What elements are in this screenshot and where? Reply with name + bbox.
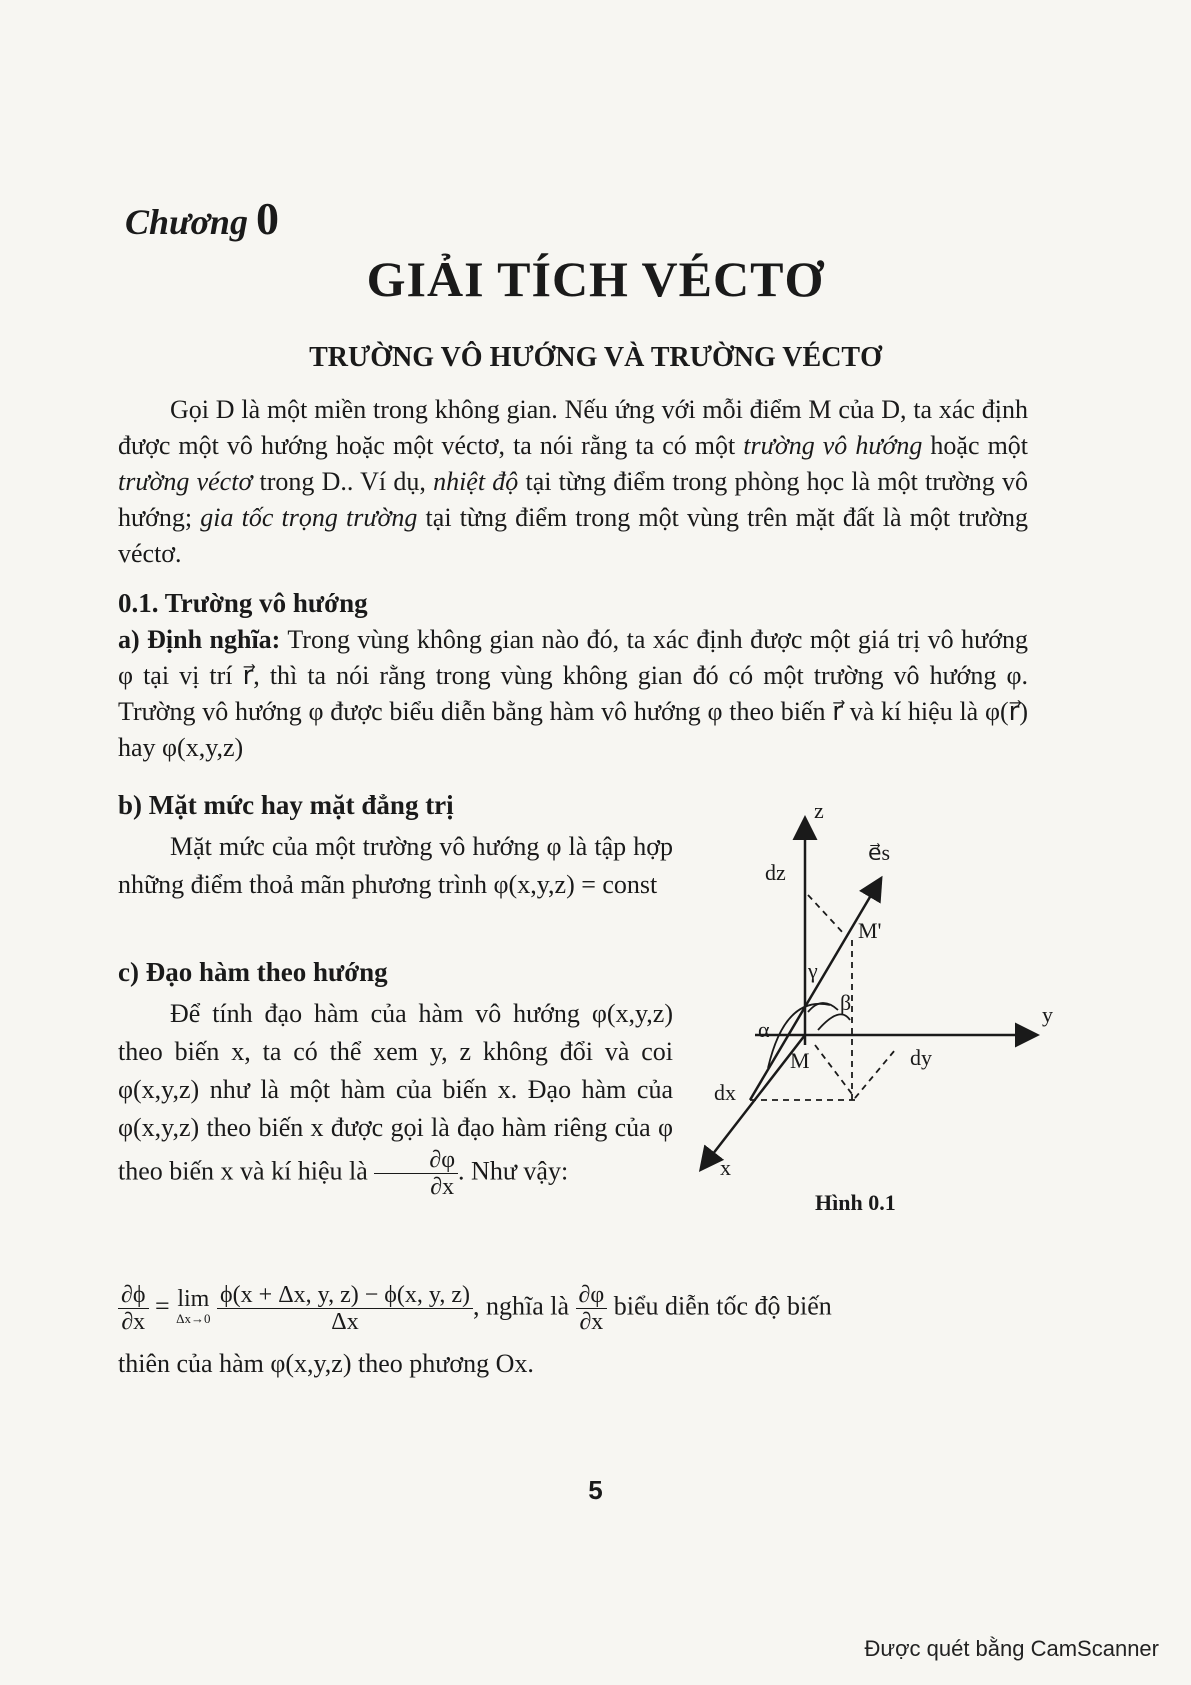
definition-text: và kí hiệu là φ( — [842, 697, 1009, 726]
frac-numerator: ∂φ — [374, 1147, 458, 1174]
section-b-heading: b) Mặt mức hay mặt đẳng trị — [118, 790, 454, 820]
alpha-label: α — [758, 1017, 770, 1042]
formula-text: thiên của hàm φ(x,y,z) theo phương Ox. — [118, 1349, 534, 1378]
section-c-paragraph — [118, 995, 673, 1200]
equals-sign: = — [155, 1291, 170, 1321]
dx-label: dx — [714, 1080, 736, 1105]
chapter-number: 0 — [255, 193, 279, 244]
formula-text: biểu diễn tốc độ biến — [607, 1291, 832, 1321]
frac-denominator: ∂x — [579, 1309, 604, 1335]
intro-text: hoặc một — [922, 431, 1029, 460]
frac-denominator: ∂x — [121, 1309, 146, 1335]
definition-text: ) hay φ(x,y,z) — [118, 697, 1028, 762]
partial-fraction — [374, 1147, 458, 1200]
section-title: TRƯỜNG VÔ HƯỚNG VÀ TRƯỜNG VÉCTƠ — [309, 342, 882, 373]
frac-numerator: ϕ(x + Δx, y, z) − ϕ(x, y, z) — [217, 1282, 473, 1309]
section-b-paragraph — [118, 828, 673, 904]
lim-subscript: Δx→0 — [176, 1310, 211, 1326]
es-vector — [750, 880, 880, 1100]
point-m-prime-label: M' — [858, 918, 882, 943]
definition-text: Trong vùng không gian nào đó, ta xác định được một giá trị vô hướng φ tại vị trí — [118, 625, 1028, 690]
intro-paragraph — [118, 392, 1028, 572]
y-label: y — [1042, 1002, 1053, 1027]
intro-text: tại từng điểm trong một vùng trên mặt đất là một trường véctơ. — [118, 503, 1028, 568]
limit-operator — [176, 1285, 211, 1329]
section-0-1-heading: 0.1. Trường vô hướng — [118, 588, 368, 618]
partial-fraction — [576, 1282, 608, 1335]
m-dash — [815, 1045, 855, 1098]
dy-label: dy — [910, 1045, 932, 1070]
definition-text: , thì ta nói rằng trong vùng không gian đó có một trường vô hướng φ. Trường vô hướng φ được biểu diễn bằng hàm vô hướng φ theo biến — [118, 661, 1028, 726]
frac-numerator: ∂φ — [576, 1282, 608, 1309]
rhs-fraction — [217, 1282, 473, 1335]
intro-text: Gọi D là một miền trong không gian. Nếu ứng với mỗi điểm M của D, ta xác định được một vô hướng hoặc một véctơ, ta nói rằng ta có một — [118, 395, 1028, 460]
intro-text: tại từng điểm trong phòng học là một trường vô hướng; — [118, 467, 1028, 532]
lim-text: lim — [177, 1285, 210, 1312]
definition-paragraph — [118, 622, 1028, 766]
formula-text: , nghĩa là — [472, 1291, 570, 1321]
dz-label: dz — [765, 860, 786, 885]
intro-italic: nhiệt độ — [433, 467, 519, 496]
figure-0-1 — [690, 800, 1060, 1230]
frac-denominator: Δx — [331, 1309, 359, 1335]
es-label: e⃗s — [868, 840, 891, 865]
section-c-text: Để tính đạo hàm của hàm vô hướng φ(x,y,z) theo biến x, ta có thể xem y, z không đổi và coi φ(x,y,z) như là một hàm của biến x. Đạo hàm của φ(x,y,z) theo biến x được gọi là đạo hàm riêng của φ theo biến x và kí hiệu là — [118, 999, 673, 1186]
section-c-after: . Như vậy: — [458, 1156, 569, 1186]
r-vector-symbol: r⃗ — [832, 697, 843, 726]
point-m-label: M — [790, 1048, 810, 1073]
r-vector-symbol: r⃗ — [242, 661, 254, 690]
gamma-label: γ — [808, 958, 818, 983]
figure-caption: Hình 0.1 — [815, 1190, 896, 1215]
lhs-fraction — [118, 1282, 149, 1335]
chapter-label: Chương — [125, 202, 248, 242]
x-label: x — [720, 1155, 731, 1180]
intro-italic: gia tốc trọng trường — [200, 503, 418, 532]
section-c-heading: c) Đạo hàm theo hướng — [118, 957, 388, 987]
intro-italic: trường vô hướng — [743, 431, 923, 460]
section-b-text: Mặt mức của một trường vô hướng φ là tập hợp những điểm thoả mãn phương trình φ(x,y,z) = const — [118, 832, 673, 899]
page-number: 5 — [588, 1475, 603, 1505]
page-title: GIẢI TÍCH VÉCTƠ — [366, 251, 825, 307]
intro-text: trong D.. Ví dụ, — [252, 467, 434, 496]
intro-italic: trường véctơ — [118, 467, 253, 496]
scanner-watermark: Được quét bằng CamScanner — [864, 1636, 1159, 1661]
dz-dash — [808, 895, 845, 935]
definition-label: a) Định nghĩa: — [118, 625, 281, 654]
frac-numerator: ∂ϕ — [118, 1282, 149, 1309]
beta-label: β — [840, 990, 852, 1015]
dy-dash — [855, 1050, 895, 1098]
r-vector-symbol: r⃗ — [1008, 697, 1020, 726]
frac-denominator: ∂x — [430, 1174, 455, 1200]
z-label: z — [814, 800, 824, 823]
beta-arc — [818, 1014, 850, 1030]
derivative-formula — [118, 1282, 1038, 1379]
chapter-heading — [125, 192, 279, 245]
